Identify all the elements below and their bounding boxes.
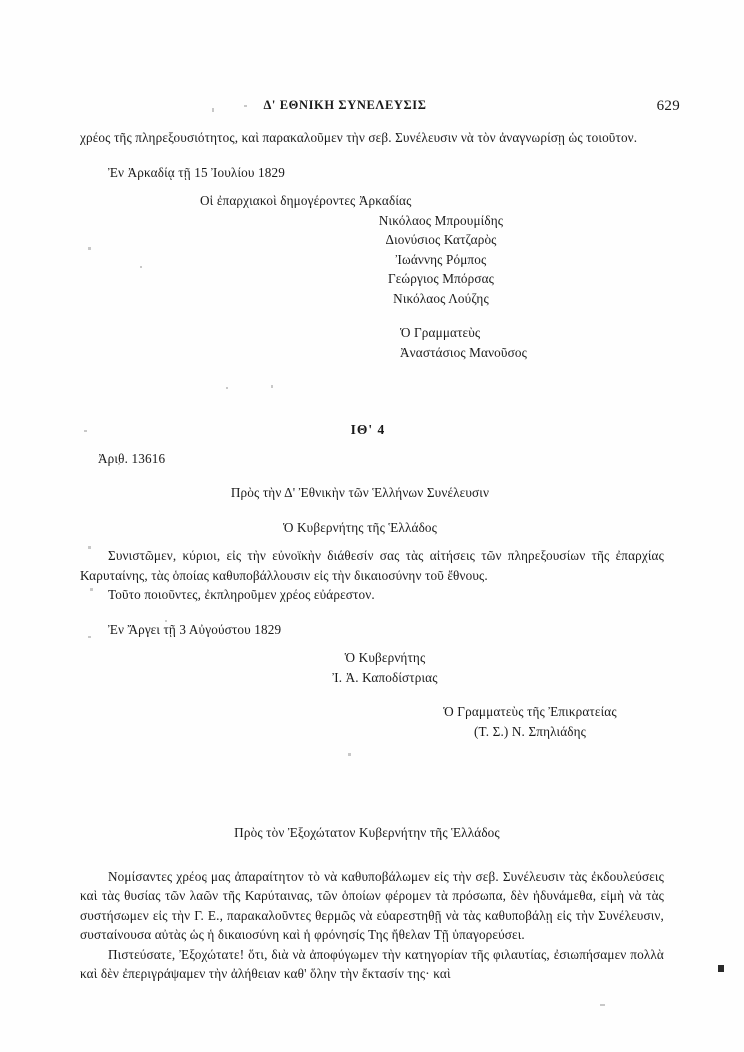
running-head [80,98,680,118]
governor-signature-block [285,648,485,687]
protocol-number: Ἀριθ. 13616 [98,450,166,466]
dateline-argos: Ἐν Ἄργει τῇ 3 Αὐγούστου 1829 [108,621,282,637]
body-paragraph: Πιστεύσατε, Ἐξοχώτατε! ὅτι, διὰ νὰ ἀποφύγωμεν τὴν κατηγορίαν τῆς φιλαυτίας, ἐσιωπήσαμεν πολλὰ καὶ δὲν ἐπεριγράψαμεν τὴν ἀλήθειαν καθ' ὅλην τὴν ἔκτασίν της· καὶ [80,946,664,981]
signer-name: Νικόλαος Μπρουμίδης [378,212,504,228]
addressee-governor: Πρὸς τὸν Ἐξοχώτατον Κυβερνήτην τῆς Ἑλλάδος [234,825,500,840]
body-paragraph: Συνιστῶμεν, κύριοι, εἰς τὴν εὐνοϊκὴν διάθεσίν σας τὰς αἰτήσεις τῶν πληρεξουσίων τῆς ἐπαρχίας Καρυταίνης, τὰς ὁποίας καθυποβάλλουσιν εἰς τὴν δικαιοσύνην τοῦ ἔθνους. [80,548,664,583]
text-column [80,128,664,984]
continued-paragraph: χρέος τῆς πληρεξουσιότητος, καὶ παρακαλοῦμεν τὴν σεβ. Συνέλευσιν νὰ τὸν ἀναγνωρίσῃ ὡς τοιοῦτον. [80,130,638,145]
body-paragraph: Τοῦτο ποιοῦντες, ἐκπληροῦμεν χρέος εὐάρεστον. [108,587,375,602]
secretary-block [400,323,664,362]
section-number: ΙΘ' 4 [350,422,386,437]
signers-block [200,191,664,308]
state-secretary-title: Ὁ Γραμματεὺς τῆς Ἐπικρατείας [443,704,617,719]
governor-name: Ἰ. Ἀ. Καποδίστριας [332,669,438,685]
signers-heading: Οἱ ἐπαρχιακοὶ δημογέροντες Ἀρκαδίας [200,193,412,208]
from-title-governor: Ὁ Κυβερνήτης τῆς Ἑλλάδος [282,519,438,535]
secretary-name: Ἀναστάσιος Μανοῦσος [400,344,527,360]
signer-name: Νικόλαος Λούζης [393,290,489,306]
signer-name: Ἰωάννης Ρόμπος [395,251,487,267]
body-paragraph: Νομίσαντες χρέος μας ἀπαραίτητον τὸ νὰ καθυποβάλωμεν εἰς τὴν σεβ. Συνέλευσιν τὰς ἐκδουλεύσεις καὶ τὰς θυσίας τῶν λαῶν τῆς Καρύταινας, τῶν ὁποίων φέρομεν τὰ πρόσωπα, δὲν ἠδυνάμεθα, εἰμὴ νὰ τὰς συστήσωμεν εἰς τὴν Γ. Ε., παρακαλοῦντες θερμῶς νὰ εὐαρεστηθῇ νὰ τὰς καθυποβάλῃ εἰς τὴν Συνέλευσιν, συσταίνουσα αὐτὰς ὡς ἡ δικαιοσύνη καὶ ἡ φρόνησίς Της ἤθελαν Τῇ ὑπαγορεύσει. [80,868,664,942]
dateline-arkadia: Ἐν Ἀρκαδίᾳ τῇ 15 Ἰουλίου 1829 [108,164,286,180]
signer-name: Διονύσιος Κατζαρὸς [385,232,497,247]
scan-speck [600,1004,605,1006]
governor-title: Ὁ Κυβερνήτης [344,650,426,665]
page-number: 629 [656,98,680,114]
secretary-title: Ὁ Γραμματεὺς [400,325,481,340]
state-secretary-name: (Τ. Σ.) Ν. Σπηλιάδης [473,723,587,739]
page-title: Δ' ΕΘΝΙΚΗ ΣΥΝΕΛΕΥΣΙΣ [263,98,427,112]
state-secretary-block [410,702,650,741]
addressee-assembly: Πρὸς τὴν Δ' Ἐθνικὴν τῶν Ἑλλήνων Συνέλευσιν [230,485,490,500]
signer-name: Γεώργιος Μπόρσας [387,271,495,286]
scan-speck [718,965,724,972]
